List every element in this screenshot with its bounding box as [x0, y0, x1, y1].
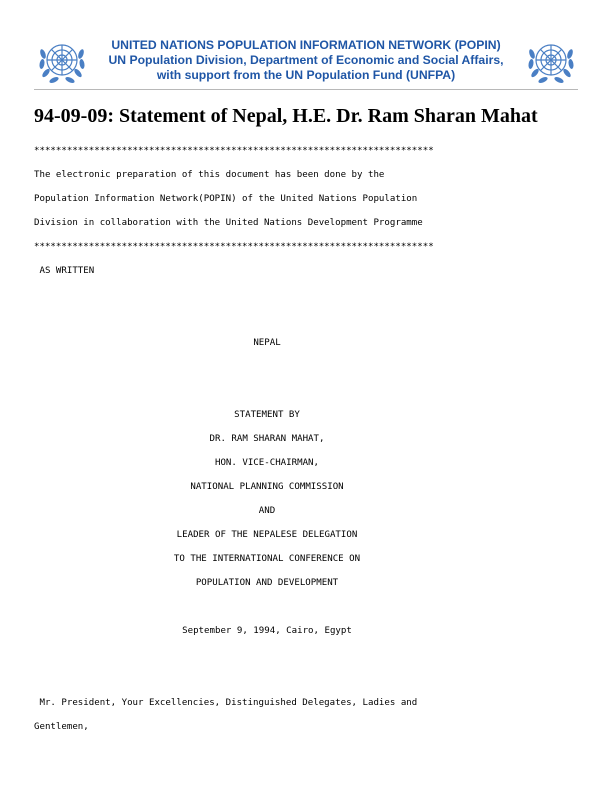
conference-line-2: POPULATION AND DEVELOPMENT	[195, 578, 339, 588]
header-line-2: UN Population Division, Department of Economic and Social Affairs,	[108, 53, 504, 67]
page-title: 94-09-09: Statement of Nepal, H.E. Dr. Ram Sharan Mahat	[34, 105, 538, 127]
speaker-name: DR. RAM SHARAN MAHAT,	[209, 434, 325, 444]
separator-stars-top: *************************************************************************	[34, 146, 434, 156]
header-divider	[34, 89, 578, 90]
speaker-role-2: NATIONAL PLANNING COMMISSION	[190, 482, 344, 492]
separator-stars-bottom: *************************************************************************	[34, 242, 434, 252]
statement-date: September 9, 1994, Cairo, Egypt	[182, 626, 352, 636]
conjunction-and: AND	[258, 506, 276, 516]
statement-by: STATEMENT BY	[234, 410, 300, 420]
conference-line-1: TO THE INTERNATIONAL CONFERENCE ON	[173, 554, 361, 564]
salutation-line-1: Mr. President, Your Excellencies, Distinguished Delegates, Ladies and	[34, 698, 418, 708]
popin-header-text	[90, 38, 522, 83]
speaker-role-3: LEADER OF THE NEPALESE DELEGATION	[176, 530, 358, 540]
as-written-label: AS WRITTEN	[34, 266, 95, 276]
speaker-role-1: HON. VICE-CHAIRMAN,	[214, 458, 320, 468]
header-line-1: UNITED NATIONS POPULATION INFORMATION NETWORK (POPIN)	[111, 38, 501, 52]
prep-line-2: Population Information Network(POPIN) of the United Nations Population	[34, 194, 418, 204]
un-emblem-icon	[525, 36, 577, 88]
page-header	[0, 0, 612, 92]
country-heading: NEPAL	[253, 338, 281, 348]
salutation-line-2: Gentlemen,	[34, 722, 89, 732]
un-emblem-icon	[36, 36, 88, 88]
prep-line-1: The electronic preparation of this document has been done by the	[34, 170, 385, 180]
header-line-3: with support from the UN Population Fund (UNFPA)	[156, 68, 456, 82]
prep-line-3: Division in collaboration with the United Nations Development Programme	[34, 218, 423, 228]
